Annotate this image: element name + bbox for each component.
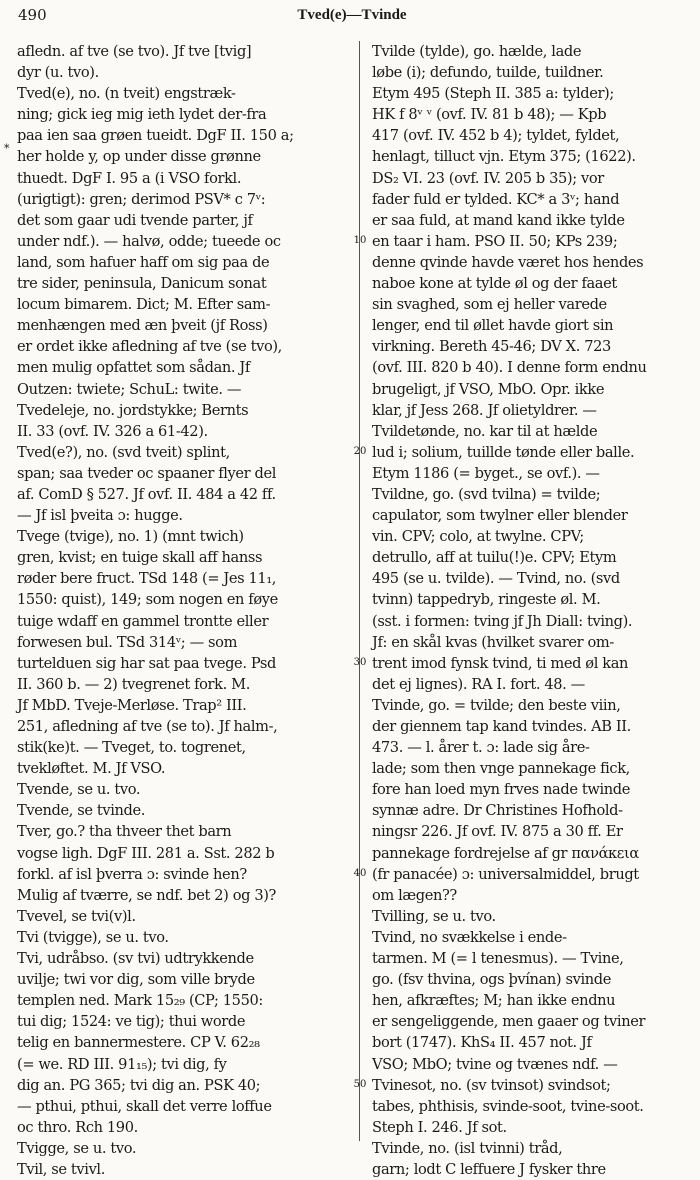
text-line: II. 33 (ovf. IV. 326 a 61-42). [17,422,208,440]
text-line: uvilje; twi vor dig, som ville bryde [17,971,255,989]
text-line: det ej lignes). RA I. fort. 48. — [372,675,585,693]
text-line: trent imod fynsk tvind, ti med øl kan [372,654,629,672]
text-line: tarmen. M (= l tenesmus). — Tvine, [372,950,624,968]
text-line: naboe kone at tylde øl og der faaet [372,275,617,293]
text-line: men mulig opfattet som sådan. Jf [17,359,250,377]
text-line: capulator, som twylner eller blender [372,507,628,525]
text-line: Tvi (tvigge), se u. tvo. [17,928,169,946]
text-line: 473. — l. årer t. ɔ: lade sig åre- [372,739,590,757]
text-line: thuedt. DgF I. 95 a (i VSO forkl. [17,169,242,187]
left-column [17,41,355,1178]
text-line: — Jf isl þveita ɔ: hugge. [17,507,183,525]
line-number-50: 50 [353,1079,367,1090]
text-line: Mulig af tværre, se ndf. bet 2) og 3)? [17,886,276,904]
text-line: go. (fsv thvina, ogs þvínan) svinde [372,971,611,989]
text-line: HK f 8ᵛ ᵛ (ovf. IV. 81 b 48); — Kpb [372,106,607,124]
text-line: fader fuld er tylded. KC* a 3ᵛ; hand [372,190,620,208]
text-line: land, som hafuer haff om sig paa de [17,253,270,271]
text-line: oc thro. Rch 190. [17,1118,138,1136]
text-line: er sengeliggende, men gaaer og tviner [372,1013,646,1031]
text-line: II. 360 b. — 2) tvegrenet fork. M. [17,675,250,693]
text-line: stik(ke)t. — Tveget, to. togrenet, [17,739,246,757]
right-column [372,41,698,1178]
text-line: ningsr 226. Jf ovf. IV. 875 a 30 ff. Er [372,823,623,841]
margin-star: * [4,142,10,155]
text-line: Tvilling, se u. tvo. [372,907,496,925]
text-line: turtelduen sig har sat paa tvege. Psd [17,654,276,672]
page-header [18,4,686,26]
line-number-20: 20 [353,446,367,457]
line-number-40: 40 [353,868,367,879]
text-line: bort (1747). KhS₄ II. 457 not. Jf [372,1034,592,1052]
text-line: løbe (i); defundo, tuilde, tuildner. [372,64,604,82]
text-line: (fr panacée) ɔ: universalmiddel, brugt [372,865,639,883]
text-line: dig an. PG 365; tvi dig an. PSK 40; [17,1076,261,1094]
text-line: 417 (ovf. IV. 452 b 4); tyldet, fyldet, [372,127,620,145]
text-line: detrullo, aff at tuilu(!)e. CPV; Etym [372,549,617,567]
text-line: tuige wdaff en gammel trontte eller [17,612,269,630]
text-line: pannekage fordrejelse af gr πανάκεια [372,844,639,862]
text-line: span; saa tveder oc spaaner flyer del [17,464,276,482]
text-line: Etym 495 (Steph II. 385 a: tylder); [372,85,614,103]
line-number-30: 30 [353,657,367,668]
text-line: gren, kvist; en tuige skall aff hanss [17,549,263,567]
text-line: er ordet ikke afledning af tve (se tvo), [17,338,282,356]
text-line: Steph I. 246. Jf sot. [372,1118,507,1136]
text-line: telig en bannermestere. CP V. 62₂₈ [17,1034,260,1052]
text-line: klar, jf Jess 268. Jf olietyldrer. — [372,401,597,419]
text-line: — pthui, pthui, skall det verre loffue [17,1097,272,1115]
line-number-10: 10 [353,235,367,246]
text-line: en taar i ham. PSO II. 50; KPs 239; [372,232,618,250]
text-line: tabes, phthisis, svinde-soot, tvine-soot. [372,1097,644,1115]
text-line: 495 (se u. tvilde). — Tvind, no. (svd [372,570,620,588]
text-line: (ovf. III. 820 b 40). I denne form endnu [372,359,647,377]
text-line: Jf: en skål kvas (hvilket svarer om- [372,633,614,651]
text-line: afledn. af tve (se tvo). Jf tve [tvig] [17,43,252,60]
text-line: lenger, end til øllet havde giort sin [372,317,614,335]
text-line: Etym 1186 (= byget., se ovf.). — [372,464,600,482]
text-line: Tvi, udråbso. (sv tvi) udtrykkende [17,950,254,968]
text-line: tui dig; 1524: ve tig); thui worde [17,1013,246,1031]
text-line: virkning. Bereth 45-46; DV X. 723 [372,338,611,356]
text-line: lade; som then vnge pannekage fick, [372,760,630,778]
text-line: Outzen: twiete; SchuL: twite. — [17,380,242,398]
column-rule [359,41,360,1141]
text-line: Tvende, se u. tvo. [17,781,141,799]
text-line: Tvildne, go. (svd tvilna) = tvilde; [372,485,601,503]
text-line: Tver, go.? tha thveer thet barn [17,823,232,841]
text-line: forwesen bul. TSd 314ᵛ; — som [17,633,238,651]
text-line: af. ComD § 527. Jf ovf. II. 484 a 42 ff. [17,485,276,503]
text-line: DS₂ VI. 23 (ovf. IV. 205 b 35); vor [372,169,604,187]
text-line: Tved(e), no. (n tveit) engstræk- [17,85,236,103]
text-line: her holde y, op under disse grønne [17,148,261,166]
text-line: menhængen med æn þveit (jf Ross) [17,317,268,335]
running-head: Tved(e)—Tvinde [297,7,407,23]
text-line: Tvigge, se u. tvo. [17,1139,137,1157]
text-line: Tvende, se tvinde. [17,802,145,820]
text-line: tre sider, peninsula, Danicum sonat [17,275,267,293]
text-line: henlagt, tilluct vjn. Etym 375; (1622). [372,148,636,166]
text-line: om lægen?? [372,886,457,904]
text-line: lud i; solium, tuillde tønde eller balle. [372,443,635,461]
text-line: dyr (u. tvo). [17,64,99,82]
text-line: under ndf.). — halvø, odde; tueede oc [17,232,281,250]
text-line: vin. CPV; colo, at twylne. CPV; [372,528,584,546]
text-line: røder bere fruct. TSd 148 (= Jes 11₁, [17,570,277,588]
text-line: 251, afledning af tve (se to). Jf halm-, [17,718,278,735]
text-line: vogse ligh. DgF III. 281 a. Sst. 282 b [17,844,275,862]
page-number: 490 [18,6,47,24]
text-line: sin svaghed, som ej heller varede [372,296,607,314]
text-line: Tvinesot, no. (sv tvinsot) svindsot; [372,1076,611,1094]
text-line: det som gaar udi tvende parter, jf [17,211,253,229]
text-line: er saa fuld, at mand kand ikke tylde [372,211,625,229]
text-line: VSO; MbO; tvine og tvænes ndf. — [372,1055,618,1073]
text-line: locum bimarem. Dict; M. Efter sam- [17,296,271,314]
text-line: Jf MbD. Tveje-Merløse. Trap² III. [17,696,247,714]
text-line: Tvind, no svækkelse i ende- [372,928,567,946]
text-line: fore han loed myn frves nade twinde [372,781,630,799]
text-line: forkl. af isl þverra ɔ: svinde hen? [17,865,247,883]
text-line: garn; lodt C leffuere J fysker thre [372,1160,606,1178]
text-line: der giennem tap kand tvindes. AB II. [372,718,631,735]
text-line: Tvedeleje, no. jordstykke; Bernts [17,401,249,419]
text-line: (sst. i formen: tving jf Jh Diall: tving). [372,612,633,630]
text-line: tvekløftet. M. Jf VSO. [17,760,166,778]
text-line: Tvil, se tvivl. [17,1160,105,1178]
text-line: Tved(e?), no. (svd tveit) splint, [17,443,230,461]
text-line: (= we. RD III. 91₁₅); tvi dig, fy [17,1055,227,1073]
text-line: denne qvinde havde været hos hendes [372,253,644,271]
text-line: 1550: quist), 149; som nogen en føye [17,591,278,609]
text-line: tvinn) tappedryb, ringeste øl. M. [372,591,601,609]
text-line: Tvinde, no. (isl tvinni) tråd, [372,1139,563,1157]
text-line: brugeligt, jf VSO, MbO. Opr. ikke [372,380,605,398]
text-line: Tvilde (tylde), go. hælde, lade [372,43,582,60]
text-line: (urigtigt): gren; derimod PSV* c 7ᵛ: [17,190,266,208]
text-line: hen, afkræftes; M; han ikke endnu [372,992,616,1010]
text-line: templen ned. Mark 15₂₉ (CP; 1550: [17,992,263,1010]
text-line: Tvildetønde, no. kar til at hælde [372,422,598,440]
text-line: Tvinde, go. = tvilde; den beste viin, [372,696,621,714]
text-line: synnæ adre. Dr Christines Hofhold- [372,802,623,820]
text-line: Tvevel, se tvi(v)l. [17,907,136,925]
text-line: paa ien saa grøen tueidt. DgF II. 150 a; [17,127,294,145]
text-line: ning; gick ieg mig ieth lydet der-fra [17,106,267,124]
text-line: Tvege (tvige), no. 1) (mnt twich) [17,528,244,546]
